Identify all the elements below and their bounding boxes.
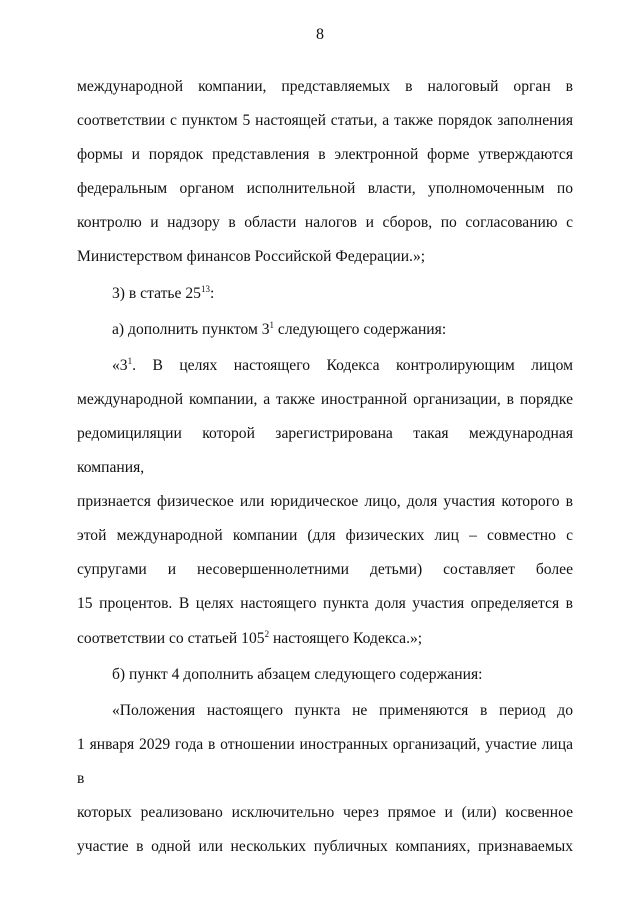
paragraph-subitem-b: б) пункт 4 дополнить абзацем следующего содержания: <box>112 665 483 683</box>
text-line: 1 января 2029 года в отношении иностранных организаций, участие лица в <box>77 735 573 787</box>
text-line: признается физическое или юридическое лицо, доля участия которого в <box>77 493 573 511</box>
text-line: формы и порядок представления в электронной форме утверждаются <box>77 146 573 164</box>
text-run: : <box>209 284 215 302</box>
text-line <box>77 622 573 656</box>
superscript: 1 <box>269 319 275 330</box>
text-line: 15 процентов. В целях настоящего пункта доля участия определяется в <box>77 595 573 613</box>
superscript: 13 <box>200 283 210 294</box>
text-run: настоящего Кодекса.»; <box>269 629 423 647</box>
text-line: супругами и несовершеннолетними детьми) составляет более <box>77 561 573 579</box>
superscript: 2 <box>264 628 270 639</box>
text-line: Министерством финансов Российской Федерации.»; <box>77 248 426 266</box>
document-body <box>77 70 573 864</box>
text-line: международной компании, представляемых в налоговый орган в <box>77 78 573 95</box>
text-line: федеральным органом исполнительной власти, уполномоченным по <box>77 180 573 198</box>
text-run: соответствии со статьей 105 <box>77 629 265 647</box>
text-line: этой международной компании (для физических лиц – совместно с <box>77 527 573 545</box>
text-line <box>77 349 573 383</box>
paragraph-quoted-clause <box>77 349 573 656</box>
text-line: которых реализовано исключительно через прямое и (или) косвенное <box>77 803 573 821</box>
text-line: международной компании, а также иностранной организации, в порядке <box>77 390 573 408</box>
text-run: а) дополнить пунктом 3 <box>112 320 270 338</box>
text-run: . В целях настоящего Кодекса контролирующим лицом <box>132 356 573 374</box>
paragraph-subitem-a <box>77 313 573 347</box>
text-line: участие в одной или нескольких публичных компаниях, признаваемых <box>77 838 573 856</box>
text-run: 3) в статье 25 <box>112 284 201 302</box>
paragraph-continuation <box>77 70 573 275</box>
paragraph-quoted-provision <box>77 694 573 864</box>
text-line: соответствии с пунктом 5 настоящей статьи, а также порядок заполнения <box>77 112 573 130</box>
text-line: редомициляции которой зарегистрирована такая международная компания, <box>77 424 573 477</box>
text-line: «Положения настоящего пункта не применяются в период до <box>112 701 573 719</box>
superscript: 1 <box>127 355 133 366</box>
paragraph-item-3 <box>77 277 573 311</box>
text-run: следующего содержания: <box>274 320 447 338</box>
text-run: «3 <box>112 356 128 374</box>
text-line: контролю и надзору в области налогов и сборов, по согласованию с <box>77 214 573 232</box>
page-number: 8 <box>316 26 324 43</box>
